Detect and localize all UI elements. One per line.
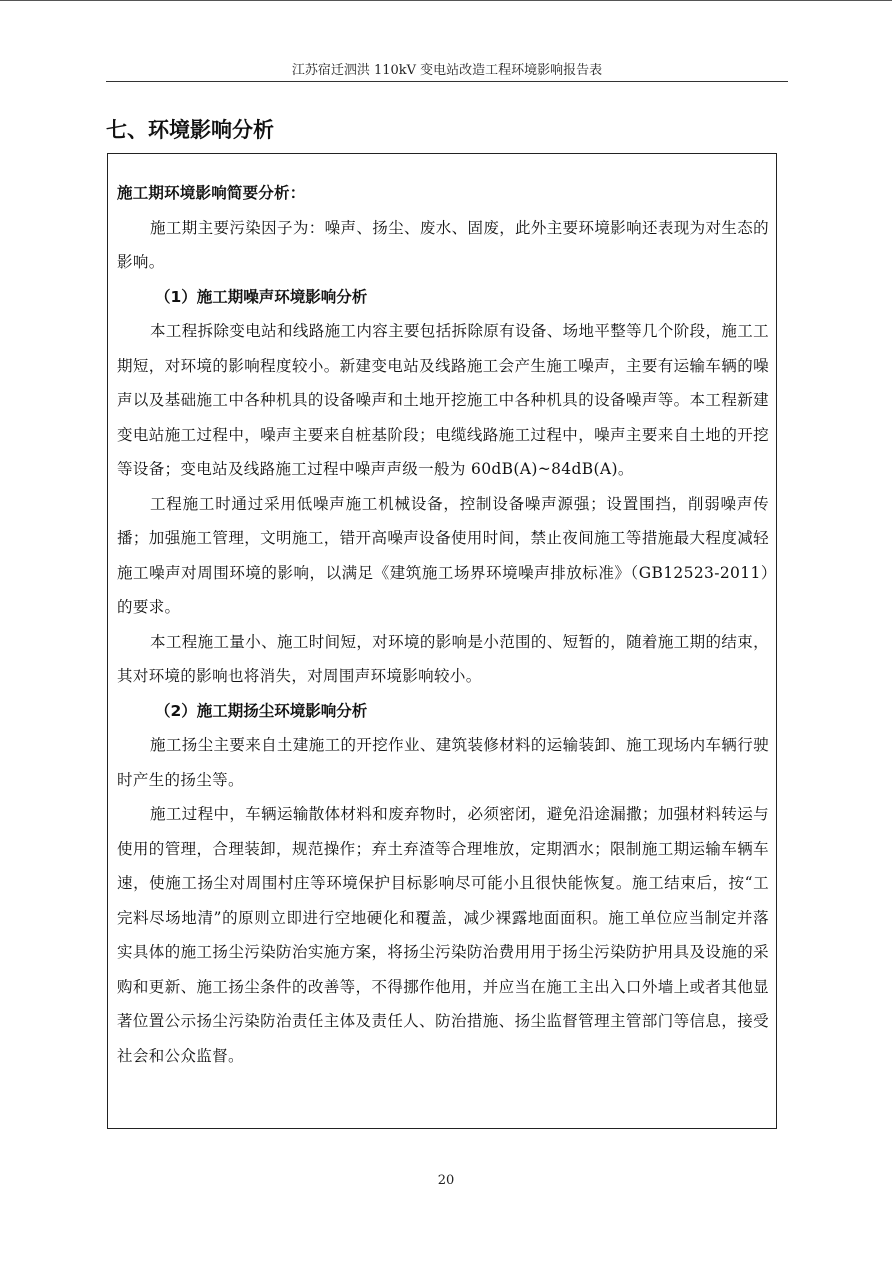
dust-analysis-heading: （2）施工期扬尘环境影响分析 — [155, 701, 368, 720]
noise-paragraph-2: 工程施工时通过采用低噪声施工机械设备，控制设备噪声源强；设置围挡，削弱噪声传播；加强施工管理，文明施工，错开高噪声设备使用时间，禁止夜间施工等措施最大程度减轻施工噪声对周围环境的影响，以满足《建筑施工场界环境噪声排放标准》（GB12523-2011）的要求。 — [117, 494, 769, 616]
construction-impact-heading: 施工期环境影响简要分析： — [117, 184, 306, 202]
page-number: 20 — [437, 1173, 455, 1188]
noise-paragraph-1: 本工程拆除变电站和线路施工内容主要包括拆除原有设备、场地平整等几个阶段，施工工期短，对环境的影响程度较小。新建变电站及线路施工会产生施工噪声，主要有运输车辆的噪声以及基础施工中各种机具的设备噪声和土地开挖施工中各种机具的设备噪声等。本工程新建变电站施工过程中，噪声主要来自桩基阶段；电缆线路施工过程中，噪声主要来自土地的开挖等设备；变电站及线路施工过程中噪声声级一般为 60dB(A)~84dB(A)。 — [117, 322, 769, 478]
running-header: 江苏宿迁泗洪 110kV 变电站改造工程环境影响报告表 — [291, 63, 603, 78]
section-title: 七、环境影响分析 — [106, 118, 274, 142]
noise-analysis-heading: （1）施工期噪声环境影响分析 — [155, 287, 368, 306]
noise-paragraph-3: 本工程施工量小、施工时间短，对环境的影响是小范围的、短暂的，随着施工期的结束，其对环境的影响也将消失，对周围声环境影响较小。 — [117, 632, 769, 685]
dust-paragraph-1: 施工扬尘主要来自土建施工的开挖作业、建筑装修材料的运输装卸、施工现场内车辆行驶时产生的扬尘等。 — [117, 736, 769, 789]
intro-paragraph: 施工期主要污染因子为：噪声、扬尘、废水、固废，此外主要环境影响还表现为对生态的影响。 — [117, 218, 769, 271]
header-rule — [106, 81, 788, 82]
content-box — [107, 153, 777, 1129]
page-top-border — [0, 0, 892, 1]
dust-paragraph-2: 施工过程中，车辆运输散体材料和废弃物时，必须密闭，避免沿途漏撒；加强材料转运与使用的管理，合理装卸，规范操作；弃土弃渣等合理堆放，定期洒水；限制施工期运输车辆车速，使施工扬尘对周围村庄等环境保护目标影响尽可能小且很快能恢复。施工结束后，按“工完料尽场地清”的原则立即进行空地硬化和覆盖，减少裸露地面面积。施工单位应当制定并落实具体的施工扬尘污染防治实施方案，将扬尘污染防治费用用于扬尘污染防护用具及设施的采购和更新、施工扬尘条件的改善等，不得挪作他用，并应当在施工主出入口外墙上或者其他显著位置公示扬尘污染防治责任主体及责任人、防治措施、扬尘监督管理主管部门等信息，接受社会和公众监督。 — [117, 805, 769, 1065]
content-body — [117, 176, 769, 1073]
